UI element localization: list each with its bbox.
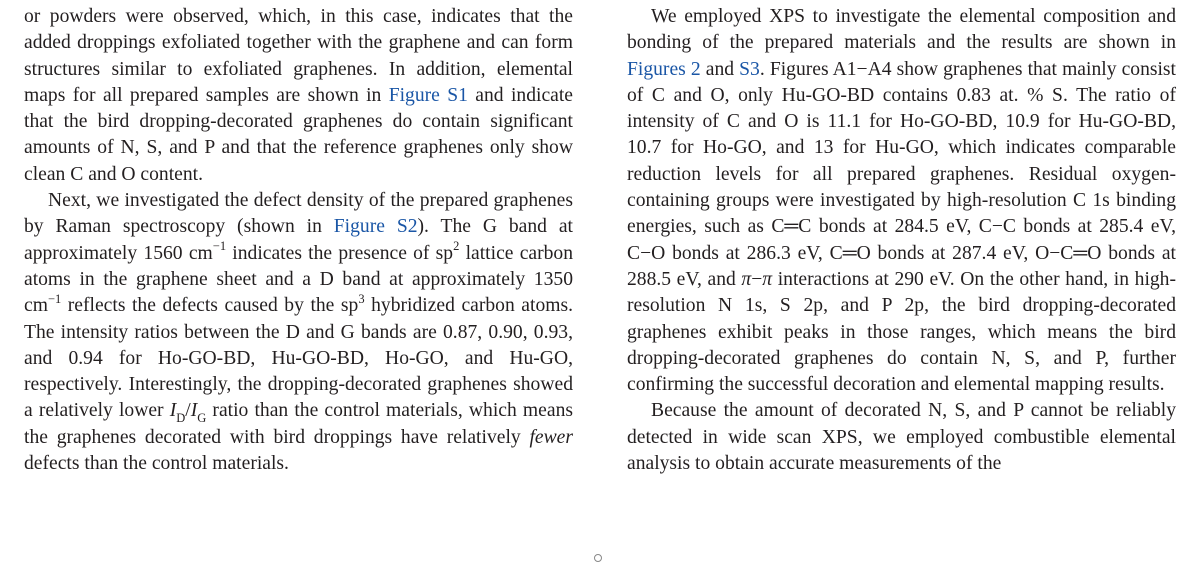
text: Next, we investigated the defect density of the prepared graphenes by Raman spectroscopy (shown in xyxy=(24,190,573,238)
pi-symbol: π xyxy=(762,268,773,290)
slash: / xyxy=(185,400,191,422)
intensity-symbol: I xyxy=(169,400,177,422)
superscript: 3 xyxy=(358,291,365,306)
text: We employed XPS to investigate the elemental composition and bonding of the prepared materials and the results are shown in xyxy=(627,6,1176,54)
paragraph-elemental-maps xyxy=(24,4,573,188)
figure-s3-link[interactable]: S3 xyxy=(739,58,760,80)
subscript: G xyxy=(197,411,207,426)
superscript: −1 xyxy=(47,291,62,306)
superscript: 2 xyxy=(453,239,460,254)
paragraph-elemental-analysis xyxy=(627,398,1176,477)
right-column xyxy=(627,4,1176,477)
superscript: −1 xyxy=(212,239,227,254)
text: ratio than the control materials, which means the graphenes decorated with bird droppings have relatively xyxy=(24,400,573,448)
subscript: D xyxy=(176,411,186,426)
text: reflects the defects caused by the sp xyxy=(61,295,359,317)
text: indicates the presence of sp xyxy=(226,242,454,264)
intensity-symbol: I xyxy=(190,400,198,422)
text: lattice carbon atoms in the graphene sheet and a D band at approximately 1350 cm xyxy=(24,242,574,317)
text: and xyxy=(700,58,740,80)
pi-symbol: π xyxy=(741,268,752,290)
text: and indicate that the bird dropping-decorated graphenes do contain significant amounts of N, S, and P and that the reference graphenes only show clean C and O content. xyxy=(24,84,573,185)
emphasis: fewer xyxy=(529,426,573,448)
left-column xyxy=(24,4,573,477)
text: interactions at 290 eV. On the other hand, in high-resolution N 1s, S 2p, and P 2p, the bird dropping-decorated graphenes exhibit peaks in those ranges, which means the bird dropping-decorated graphenes do contain N, S, and P, further confirming the successful decoration and elemental mapping results. xyxy=(627,268,1177,396)
paragraph-raman xyxy=(24,188,573,477)
dash: − xyxy=(751,268,763,290)
text: or powders were observed, which, in this case, indicates that the added droppings exfoliated together with the graphene and can form structures similar to exfoliated graphenes. In addition, elemental maps for all prepared samples are shown in xyxy=(24,6,573,106)
paragraph-xps xyxy=(627,4,1176,398)
text: hybridized carbon atoms. The intensity ratios between the D and G bands are 0.87, 0.90, 0.93, and 0.94 for Ho-GO-BD, Hu-GO-BD, Ho-GO, and Hu-GO, respectively. Interestingly, the dropping-decorated graphenes showed a relatively lower xyxy=(24,295,574,422)
figure-s1-link[interactable]: Figure S1 xyxy=(388,84,468,106)
text: . Figures A1−A4 show graphenes that mainly consist of C and O, only Hu-GO-BD contains 0.83 at. % S. The ratio of intensity of C and O is 11.1 for Ho-GO-BD, 10.9 for Hu-GO-BD, 10.7 for Ho-GO, and 13 for Hu-GO, which indicates comparable reduction levels for all prepared graphenes. Residual oxygen-containing groups were investigated by high-resolution C 1s binding energies, such as C═C bonds at 284.5 eV, C−C bonds at 285.4 eV, C−O bonds at 286.3 eV, C═O bonds at 287.4 eV, O−C═O bonds at 288.5 eV, and xyxy=(627,58,1177,290)
text: Because the amount of decorated N, S, and P cannot be reliably detected in wide scan XPS, we employed combustible elemental analysis to obtain accurate measurements of the xyxy=(627,400,1176,475)
figure-s2-link[interactable]: Figure S2 xyxy=(333,216,418,238)
text: ). The G band at approximately 1560 cm xyxy=(24,216,574,264)
page-marker xyxy=(594,554,602,562)
figures-2-link[interactable]: Figures 2 xyxy=(627,58,701,80)
text: defects than the control materials. xyxy=(24,453,289,475)
